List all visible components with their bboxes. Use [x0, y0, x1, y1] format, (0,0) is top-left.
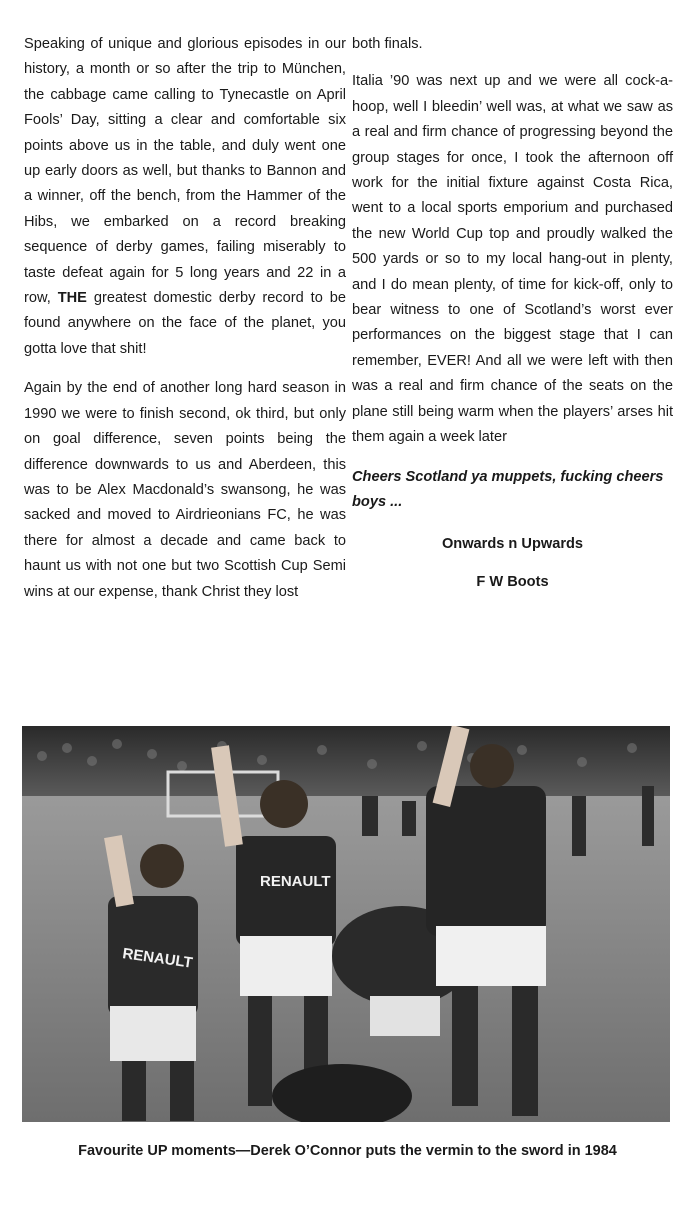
- paragraph-italia-90: Italia ’90 was next up and we were all cock-a-hoop, well I bleedin’ well was, at what we saw as a real and firm chance of progressing beyond the group stages for once, I took the afternoon off work for the initial fixture against Costa Rica, went to a local sports emporium and purchased the new World Cup top and proudly walked the 500 yards or so to my local hang-out in plenty, and I do mean plenty, of time for kick-off, only to bear witness to one of Scotland’s worst ever performances on the biggest stage that I can remember, EVER! And all we were left with then was a real and firm chance of the seats on the plane still being warm when the players’ arses hit them again a week later: [352, 73, 673, 446]
- paragraph-text: Speaking of unique and glorious episodes in our history, a month or so after the trip to München, the cabbage came calling to Tynecastle on April Fools’ Day, sitting a clear and comfortable six points above us in the table, and duly went one up early doors as well, but thanks to Bannon and a winner, off the bench, from the Hammer of the Hibs, we embarked on a record breaking sequence of derby games, failing miserably to taste defeat again for 5 long years and 22 in a row,: [24, 36, 346, 307]
- bold-word: THE: [57, 290, 87, 307]
- left-column: [24, 32, 346, 621]
- signoff-line: Onwards n Upwards: [441, 536, 584, 553]
- paragraph-continuation: both finals.: [352, 36, 423, 52]
- paragraph-derby-record: [24, 32, 346, 362]
- right-column: [352, 32, 673, 601]
- shirt-sponsor-text-2: RENAULT: [121, 945, 194, 972]
- paragraph-text: greatest domestic derby record to be found anywhere on the face of the planet, you gotta love that shit!: [24, 290, 346, 357]
- team-celebration-photo: [22, 726, 670, 1122]
- author-name: F W Boots: [476, 574, 549, 591]
- paragraph-1990-season: Again by the end of another long hard season in 1990 we were to finish second, ok third, but only on goal difference, seven points being the difference downwards to us and Aberdeen, this was to be Alex Macdonald’s swansong, he was sacked and moved to Airdrieonians FC, he was there for almost a decade and came back to haunt us with not one but two Scottish Cup Semi wins at our expense, thank Christ they lost: [24, 380, 346, 600]
- photo-illustration: [22, 726, 670, 1122]
- shirt-sponsor-text: RENAULT: [260, 873, 331, 890]
- closing-emphasis: Cheers Scotland ya muppets, fucking cheers boys ...: [352, 468, 664, 510]
- photo-caption: Favourite UP moments—Derek O’Connor puts the vermin to the sword in 1984: [78, 1143, 617, 1159]
